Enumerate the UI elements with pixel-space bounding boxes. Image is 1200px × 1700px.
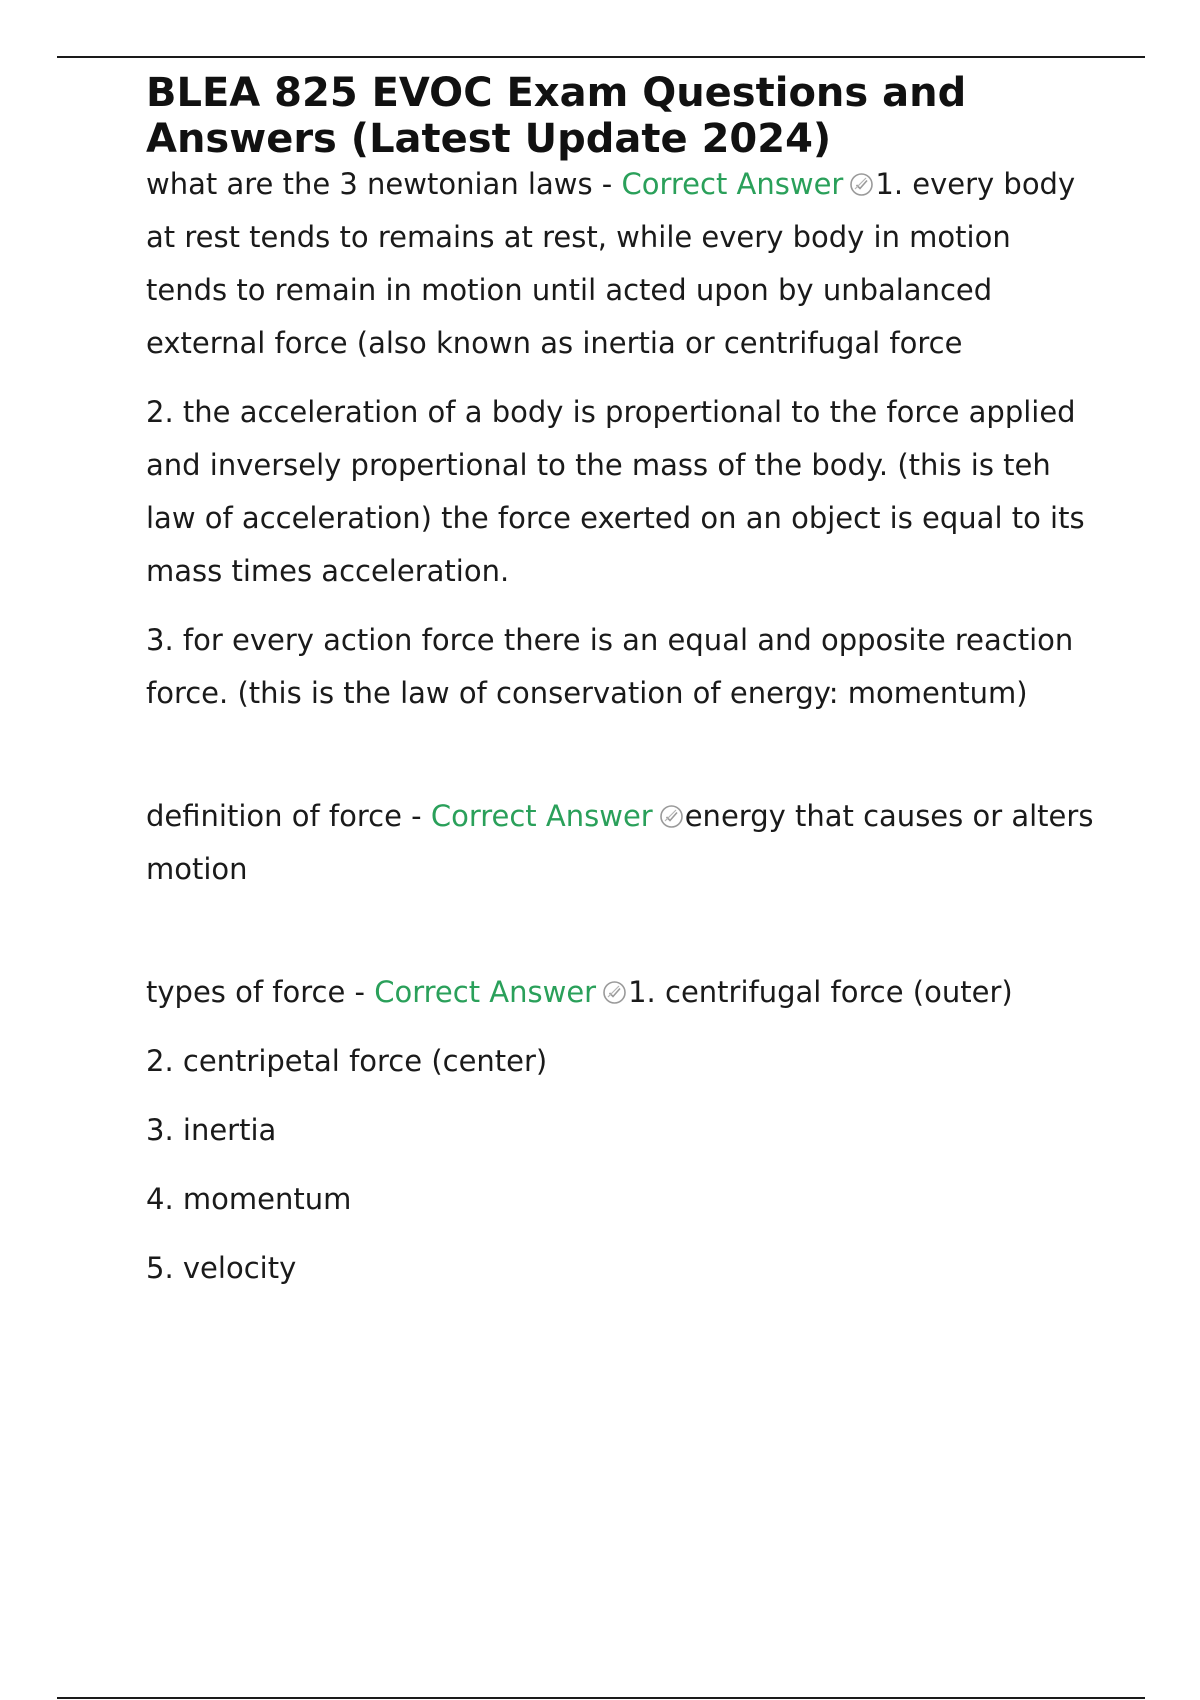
- answer-paragraph: 3. for every action force there is an equal and opposite reaction force. (this is the law of conservation of energy: momentum): [146, 623, 1074, 710]
- answer-text: 1. centrifugal force (outer): [628, 975, 1013, 1009]
- qa-block-definition-of-force: [146, 790, 1096, 896]
- list-item: 5. velocity: [146, 1251, 297, 1285]
- correct-answer-label: Correct Answer: [621, 167, 844, 201]
- qa-paragraph: [146, 158, 1096, 370]
- qa-block-newtonian-laws: [146, 158, 1096, 720]
- document-body: [146, 70, 1096, 1295]
- correct-answer-label: Correct Answer: [430, 799, 653, 833]
- question-text: types of force -: [146, 975, 375, 1009]
- qa-paragraph: [146, 966, 1096, 1019]
- top-rule: [57, 56, 1145, 58]
- bottom-rule: [57, 1697, 1145, 1699]
- correct-answer-label: Correct Answer: [374, 975, 597, 1009]
- check-circle-icon: [602, 969, 627, 994]
- list-item: 2. centripetal force (center): [146, 1044, 548, 1078]
- list-item: 4. momentum: [146, 1182, 352, 1216]
- document-title: BLEA 825 EVOC Exam Questions and Answers (Latest Update 2024): [146, 70, 967, 162]
- question-text: definition of force -: [146, 799, 431, 833]
- check-circle-icon: [659, 793, 684, 818]
- qa-block-types-of-force: [146, 966, 1096, 1295]
- question-text: what are the 3 newtonian laws -: [146, 167, 622, 201]
- answer-text: 1. every body at rest tends to remains at rest, while every body in motion tends to remain in motion until acted upon by unbalanced external force (also known as inertia or centrifugal force: [146, 167, 1076, 360]
- qa-paragraph: [146, 790, 1096, 896]
- answer-paragraph: 2. the acceleration of a body is propertional to the force applied and inversely propertional to the mass of the body. (this is teh law of acceleration) the force exerted on an object is equal to its mass times acceleration.: [146, 395, 1085, 588]
- list-item: 3. inertia: [146, 1113, 277, 1147]
- check-circle-icon: [849, 161, 874, 186]
- answer-text: energy that causes or alters motion: [146, 799, 1094, 886]
